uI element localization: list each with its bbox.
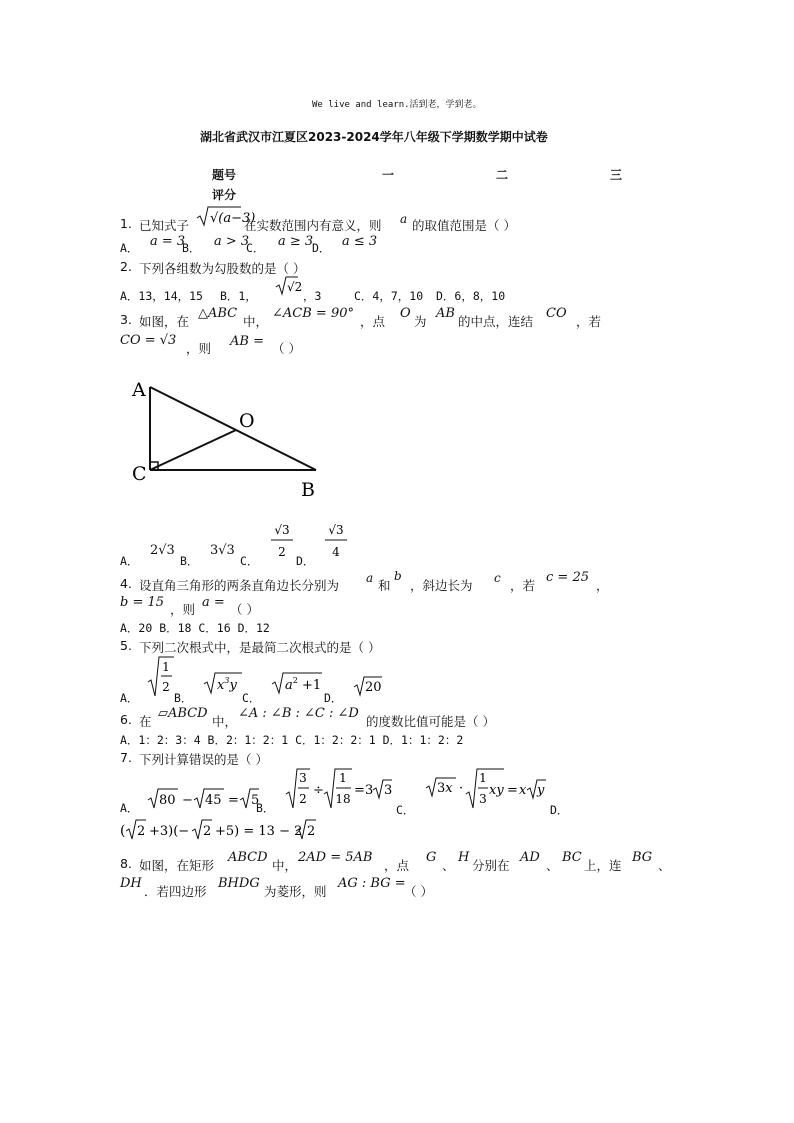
score-table-column: 一 (382, 168, 395, 182)
question-stem-text: 分别在 (472, 858, 510, 873)
math-expression: △ABC (198, 306, 238, 321)
math-expression: ∠ACB = 90° (272, 306, 354, 321)
question-stem-text: 的中点，连结 (458, 314, 534, 329)
question-stem-text: （ ） (404, 884, 433, 899)
fraction-denominator: 4 (332, 545, 340, 559)
question-number: 7. (120, 750, 132, 765)
math-variable: BC (562, 850, 582, 865)
question-stem-text: 为菱形，则 (264, 884, 327, 899)
math-variable: G (426, 850, 437, 865)
option-b: B．1， (220, 289, 257, 303)
math-variable: c (494, 571, 501, 585)
option-label: A． (120, 801, 139, 815)
question-stem-text: ，若 (510, 578, 536, 593)
question-stem-text: 在 (139, 714, 152, 729)
math-text: +5) = 13 − 2 (215, 824, 303, 839)
question-stem-text: 中， (212, 714, 238, 729)
option-b: a > 3 (214, 234, 250, 249)
fraction-denominator: 2 (278, 545, 286, 559)
option-b-rest: ，3 (303, 289, 322, 303)
math-variable: AB (436, 306, 455, 321)
option-label: A． (120, 554, 139, 568)
option-a: A．13，14，15 (120, 289, 203, 303)
question-number: 5. (120, 638, 132, 653)
math-variable: b (394, 569, 402, 583)
option-label: A． (120, 691, 139, 705)
math-variable: CO (546, 306, 567, 321)
math-text: xy (489, 783, 504, 798)
math-operator: ÷ (313, 783, 324, 798)
triangle-figure (128, 374, 328, 504)
question-stem-text: 、 (442, 858, 455, 873)
math-expression: BHDG (218, 876, 260, 891)
option-d (324, 520, 348, 562)
math-text: 1 (479, 771, 487, 785)
option-label: B． (180, 554, 199, 568)
question-stem-text: 、 (658, 858, 671, 873)
question-stem-text: 、 (546, 858, 559, 873)
question-stem-text: （ ） (272, 341, 301, 356)
question-stem-text: 如图，在矩形 (139, 858, 215, 873)
math-text: 3 (365, 783, 374, 798)
option-label: D． (550, 803, 569, 817)
math-variable: DH (120, 876, 142, 891)
option-a: 2√3 (150, 543, 175, 558)
option-d: a ≤ 3 (342, 234, 378, 249)
option-label: C． (240, 554, 259, 568)
fraction-denominator: 2 (162, 680, 170, 694)
math-text: 45 (205, 793, 222, 808)
math-text: 2 (307, 824, 316, 839)
math-operator: − (182, 793, 193, 808)
question-number: 6. (120, 712, 132, 727)
question-stem-text: ，则 (170, 602, 196, 617)
option-c (270, 520, 294, 562)
sqrt-expression (276, 276, 303, 298)
point-b-label: B (301, 479, 315, 501)
option-a (148, 788, 258, 812)
score-table-column: 三 (610, 168, 623, 182)
option-b (204, 672, 244, 696)
question-stem-text: 的取值范围是（ ） (412, 218, 516, 233)
option-d (120, 818, 316, 842)
question-stem-text: 已知式子 (139, 218, 190, 233)
math-text: 1 (339, 771, 347, 785)
question-stem-text: 下列二次根式中，是最简二次根式的是（ ） (139, 640, 381, 655)
math-variable: BG (632, 850, 653, 865)
math-variable: O (400, 306, 411, 321)
math-text: 5 (251, 793, 260, 808)
math-variable: a (400, 212, 408, 226)
option-c: a ≥ 3 (278, 234, 314, 249)
question-stem-text: ， (596, 578, 609, 593)
question-stem-text: ，点 (360, 314, 386, 329)
math-text: 3 (479, 792, 487, 806)
math-expression: c = 25 (546, 570, 589, 585)
math-operator: = (354, 783, 365, 798)
math-variable: H (458, 850, 470, 865)
math-text: 3 (384, 783, 393, 798)
question-stem-text: 下列计算错误的是（ ） (139, 752, 268, 767)
question-options: A．20 B．18 C．16 D．12 (120, 621, 270, 635)
math-expression: ▱ABCD (158, 706, 208, 721)
question-stem-text: ，斜边长为 (410, 578, 473, 593)
option-label: D． (312, 241, 331, 255)
question-number: 4. (120, 576, 132, 591)
option-label: C． (242, 691, 261, 705)
point-a-label: A (132, 379, 146, 401)
option-label: D． (296, 554, 315, 568)
score-table-column: 二 (496, 168, 509, 182)
question-stem-text: ，若 (576, 314, 602, 329)
math-variable: AD (520, 850, 540, 865)
math-text: $a^2 +1$ (285, 676, 322, 693)
math-expression: CO = √3 (120, 333, 177, 348)
math-expression: a = (202, 595, 225, 610)
math-text: 80 (159, 793, 176, 808)
median-co (150, 430, 236, 470)
math-operator: = (228, 793, 239, 808)
sqrt-expression (197, 206, 256, 228)
question-stem-text: （ ） (230, 602, 259, 617)
math-text: y (537, 783, 545, 798)
math-variable: a (366, 571, 374, 585)
option-label: B． (256, 801, 275, 815)
option-c (272, 672, 324, 696)
math-text: x (519, 783, 527, 798)
fraction-numerator: 1 (162, 660, 170, 674)
option-c: C．4，7，10 (354, 289, 424, 303)
question-stem-text: 为 (414, 314, 427, 329)
question-stem-text: 中， (272, 858, 298, 873)
option-label: C． (246, 241, 265, 255)
option-a (148, 656, 174, 698)
math-text: 3x (437, 781, 453, 796)
option-label: D． (324, 691, 343, 705)
math-text: 18 (335, 792, 351, 806)
question-stem-text: 在实数范围内有意义，则 (244, 218, 382, 233)
question-stem-text: 和 (378, 578, 391, 593)
math-text: 2 (299, 792, 307, 806)
option-label: A． (120, 241, 139, 255)
math-expression: ABCD (228, 850, 268, 865)
math-text: 2 (137, 824, 146, 839)
question-number: 3. (120, 312, 132, 327)
question-options: A．1：2：3：4 B．2：1：2：1 C．1：2：2：1 D．1：1：2：2 (120, 733, 464, 747)
question-stem-text: 中， (243, 314, 269, 329)
math-text: 2 (203, 824, 212, 839)
option-c (426, 768, 546, 812)
math-expression: AB = (230, 334, 264, 349)
math-expression: 2AD = 5AB (298, 850, 373, 865)
math-expression: b = 15 (120, 595, 165, 610)
fraction-numerator: √3 (328, 523, 344, 537)
fraction-numerator: √3 (274, 523, 290, 537)
question-stem-text: 设直角三角形的两条直角边长分别为 (139, 578, 340, 593)
question-stem-text: 下列各组数为勾股数的是（ ） (139, 261, 306, 276)
math-expression: AG : BG = (338, 876, 406, 891)
option-a: a = 3 (150, 234, 186, 249)
question-number: 1. (120, 216, 132, 231)
math-text: √(a−3) (210, 211, 256, 226)
option-label: C． (396, 803, 415, 817)
question-stem-text: ，点 (384, 858, 410, 873)
option-label: B． (182, 241, 201, 255)
option-d: D．6，8，10 (436, 289, 506, 303)
option-d (354, 676, 384, 698)
point-c-label: C (132, 463, 147, 485)
math-text: 20 (365, 680, 382, 695)
option-label: B． (174, 691, 193, 705)
option-b: 3√3 (210, 543, 235, 558)
score-table-row-label: 评分 (212, 188, 237, 202)
math-text: 3 (299, 771, 307, 785)
question-number: 2. (120, 259, 132, 274)
option-b (286, 768, 396, 812)
exam-title: 湖北省武汉市江夏区2023-2024学年八年级下学期数学期中试卷 (200, 130, 548, 144)
math-text: ( (120, 823, 126, 839)
math-operator: = (507, 783, 518, 798)
question-stem-text: ．若四边形 (144, 884, 207, 899)
question-stem-text: 的度数比值可能是（ ） (366, 714, 495, 729)
math-expression: ∠A : ∠B : ∠C : ∠D (238, 706, 359, 721)
question-number: 8. (120, 856, 132, 871)
question-stem-text: 如图，在 (139, 314, 190, 329)
math-text: √2 (287, 280, 303, 294)
point-o-label: O (239, 410, 255, 432)
math-text: +3)(− (149, 824, 190, 839)
header-watermark: We live and learn.活到老，学到老。 (312, 100, 482, 110)
math-operator: · (459, 781, 464, 796)
question-stem-text: 上，连 (584, 858, 622, 873)
math-text: $x^3y$ (217, 676, 237, 693)
question-stem-text: ，则 (186, 341, 212, 356)
score-table-row-label: 题号 (212, 168, 237, 182)
